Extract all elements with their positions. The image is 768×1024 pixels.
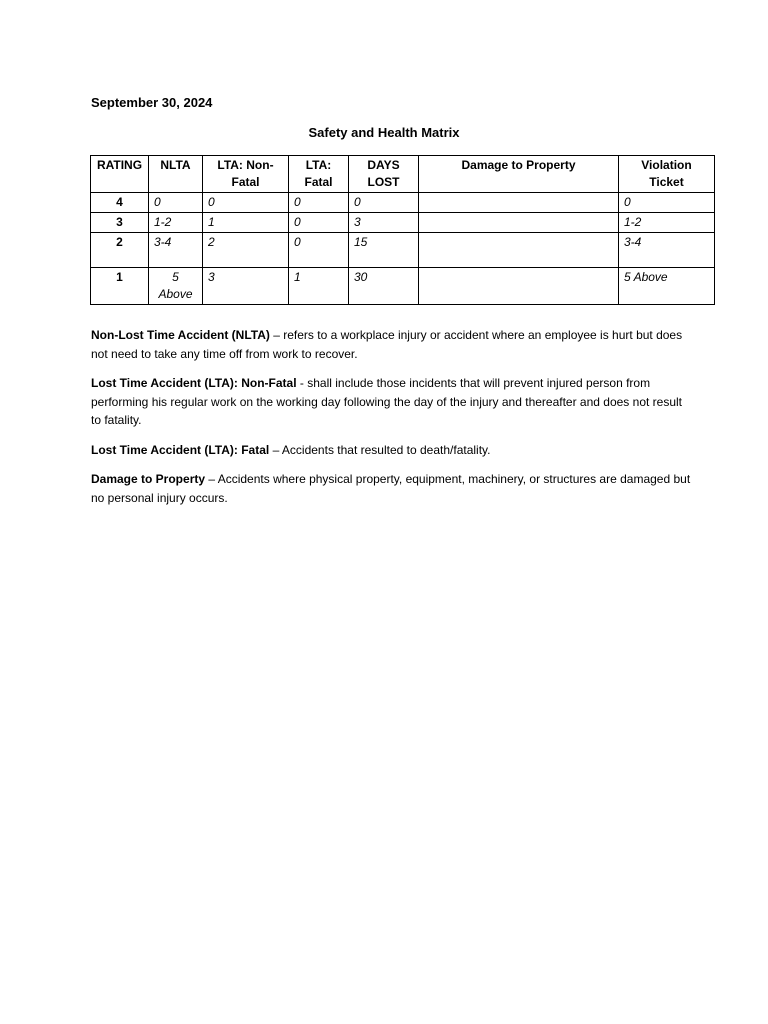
definitions-section: [91, 326, 691, 518]
cell-violation-ticket: 1-2: [619, 213, 715, 233]
table-row: [91, 193, 715, 213]
cell-damage-to-property: [419, 268, 619, 305]
definition-term: Lost Time Accident (LTA): Fatal: [91, 442, 270, 457]
header-nlta: NLTA: [149, 156, 203, 193]
cell-lta-fatal: 0: [289, 213, 349, 233]
safety-health-matrix-table: [90, 155, 715, 305]
header-violation-ticket: Violation Ticket: [619, 156, 715, 193]
cell-days-lost: 0: [349, 193, 419, 213]
definition-term: Lost Time Accident (LTA): Non-Fatal: [91, 376, 297, 390]
cell-lta-nonfatal: 2: [203, 233, 289, 268]
cell-nlta: 0: [149, 193, 203, 213]
definition-lta-fatal: [91, 441, 691, 460]
document-title: Safety and Health Matrix: [308, 125, 460, 140]
cell-rating: 4: [91, 193, 149, 213]
definition-damage-to-property: [91, 470, 691, 507]
cell-damage-to-property: [419, 233, 619, 268]
cell-days-lost: 3: [349, 213, 419, 233]
cell-violation-ticket: 0: [619, 193, 715, 213]
cell-lta-fatal: 0: [289, 193, 349, 213]
cell-lta-nonfatal: 3: [203, 268, 289, 305]
header-days-lost: DAYS LOST: [349, 156, 419, 193]
cell-rating: 1: [91, 268, 149, 305]
cell-lta-nonfatal: 1: [203, 213, 289, 233]
document-date: September 30, 2024: [91, 95, 213, 110]
cell-days-lost: 30: [349, 268, 419, 305]
definition-nlta: [91, 326, 691, 363]
cell-lta-fatal: 1: [289, 268, 349, 305]
cell-nlta: 3-4: [149, 233, 203, 268]
cell-lta-fatal: 0: [289, 233, 349, 268]
cell-damage-to-property: [419, 193, 619, 213]
cell-rating: 2: [91, 233, 149, 268]
cell-rating: 3: [91, 213, 149, 233]
header-lta-nonfatal: LTA: Non-Fatal: [203, 156, 289, 193]
header-damage-to-property: Damage to Property: [419, 156, 619, 193]
table-row: [91, 213, 715, 233]
definition-text: – Accidents where physical property, equipment, machinery, or structures are damaged but no personal injury occurs.: [91, 472, 691, 505]
cell-violation-ticket: 3-4: [619, 233, 715, 268]
cell-nlta: 1-2: [149, 213, 203, 233]
header-lta-fatal: LTA: Fatal: [289, 156, 349, 193]
definition-term: Damage to Property: [91, 472, 206, 486]
cell-nlta: 5 Above: [149, 268, 203, 305]
table-row: [91, 268, 715, 305]
definition-text: – Accidents that resulted to death/fatality.: [269, 442, 491, 457]
cell-damage-to-property: [419, 213, 619, 233]
definition-lta-nonfatal: [91, 374, 691, 430]
cell-lta-nonfatal: 0: [203, 193, 289, 213]
cell-violation-ticket: 5 Above: [619, 268, 715, 305]
definition-term: Non-Lost Time Accident (NLTA): [91, 328, 270, 342]
table-row: [91, 233, 715, 268]
definition-text: - shall include those incidents that will prevent injured person from performing his regular work on the working day following the day of the injury and thereafter and does not result to fatality.: [91, 376, 682, 427]
table-header-row: [91, 156, 715, 193]
definition-text: – refers to a workplace injury or accident where an employee is hurt but does not need to take any time off from work to recover.: [91, 328, 683, 361]
header-rating: RATING: [91, 156, 149, 193]
cell-days-lost: 15: [349, 233, 419, 268]
